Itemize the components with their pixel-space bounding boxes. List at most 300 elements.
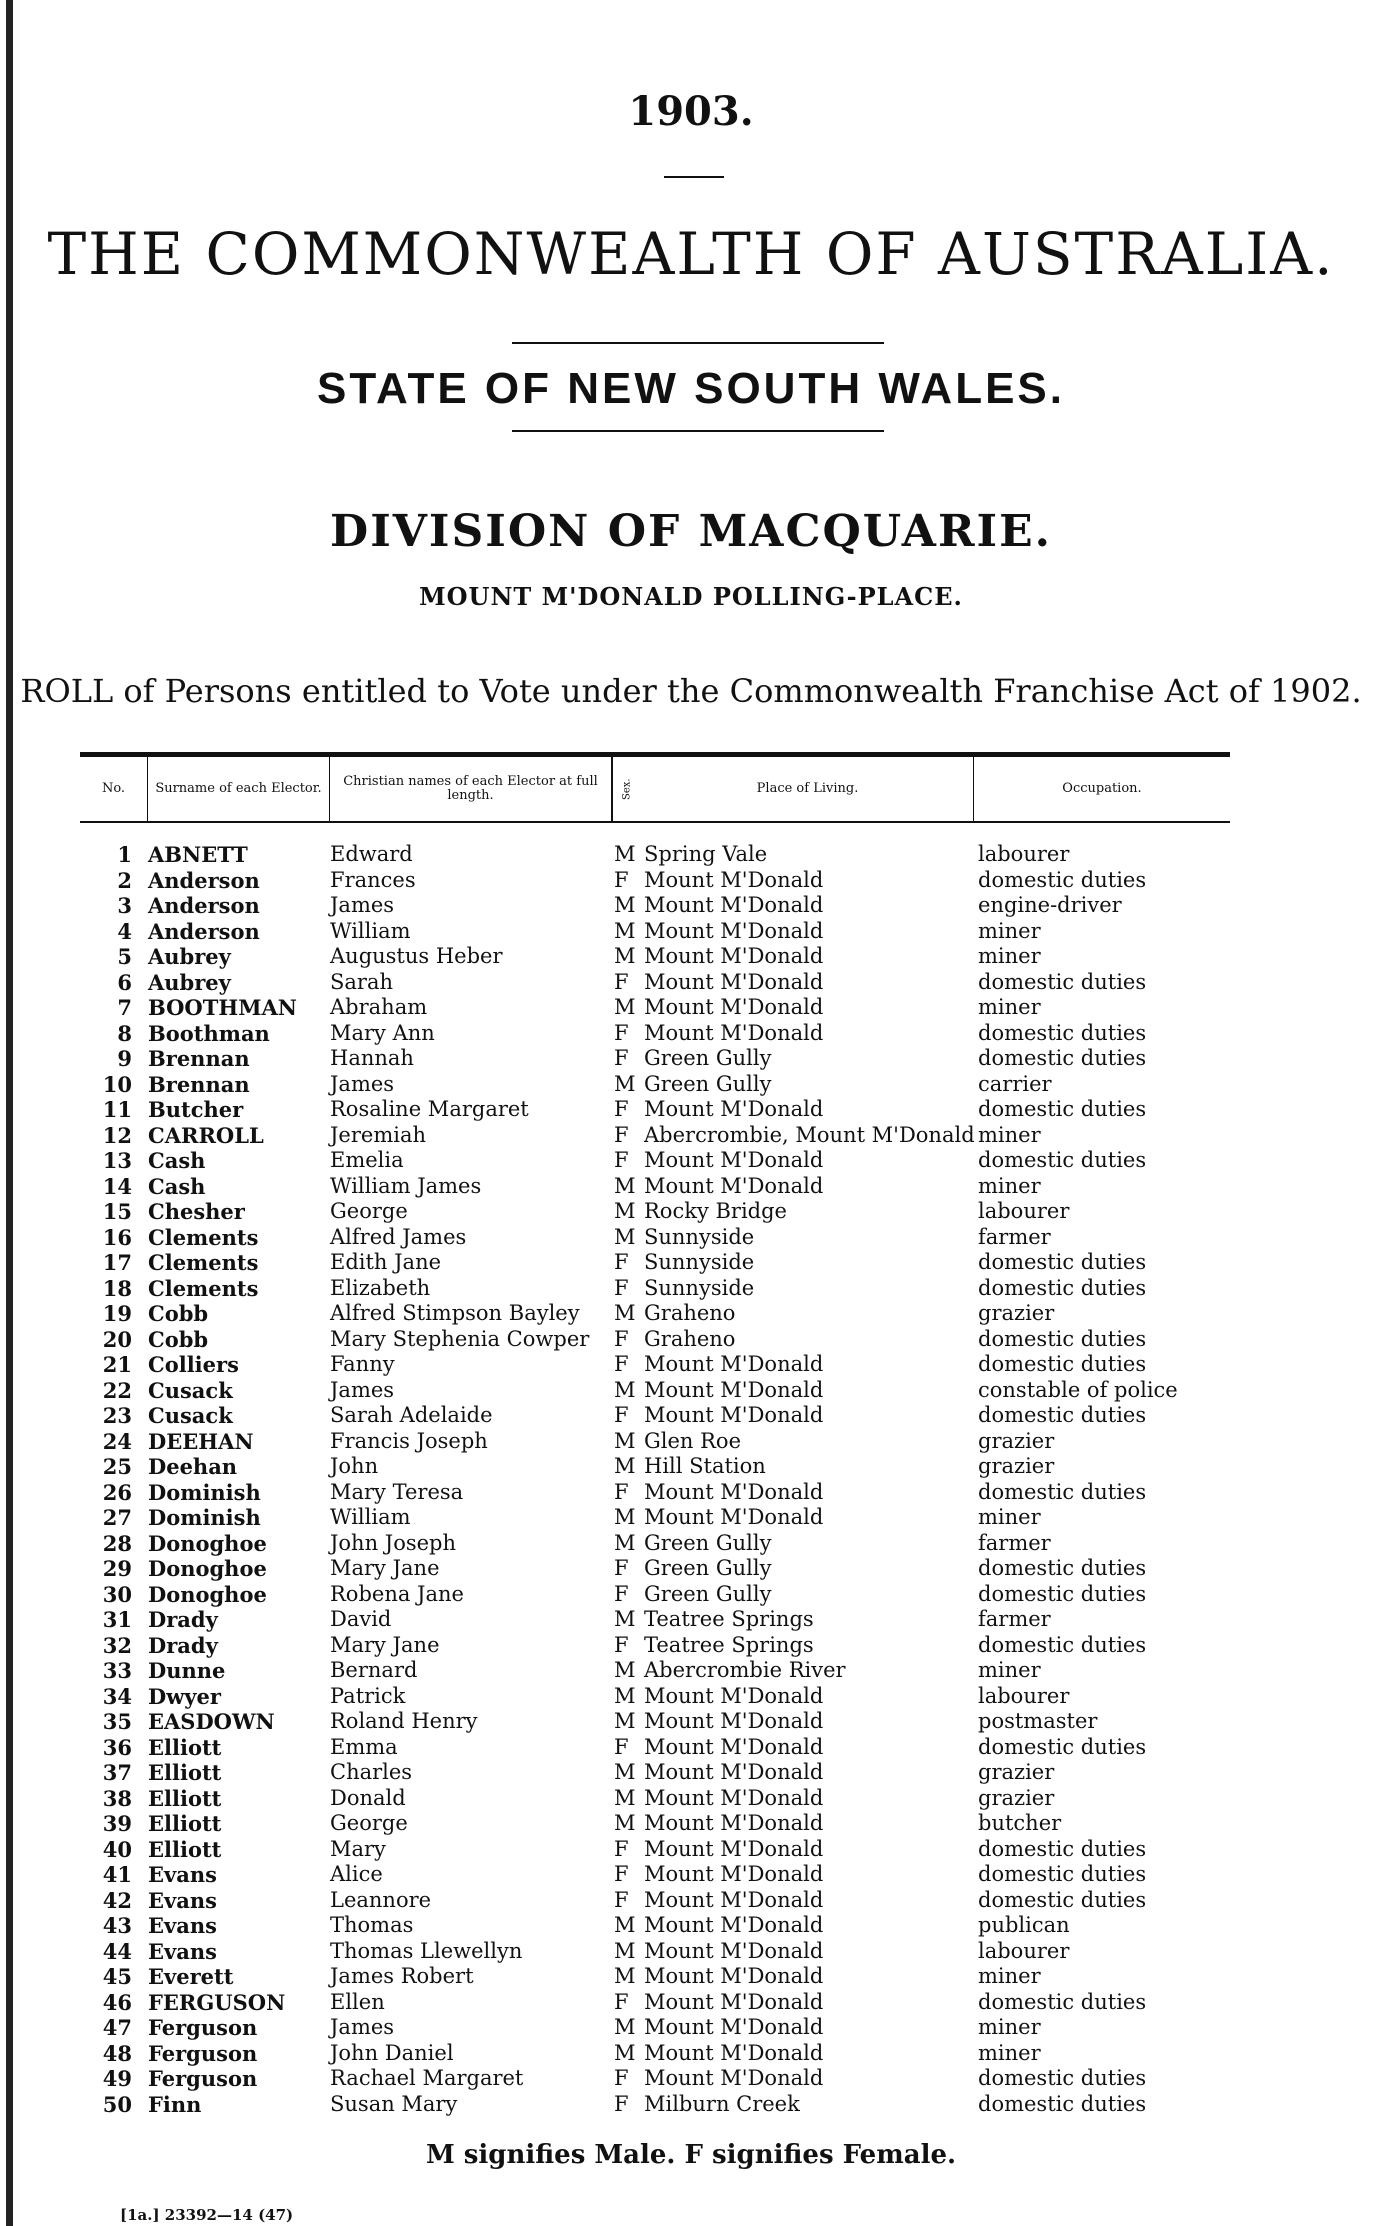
elector-surname: Cusack	[148, 1377, 233, 1403]
elector-sex: F	[614, 1989, 629, 2014]
table-row	[0, 1735, 1382, 1761]
elector-surname: Dunne	[148, 1658, 226, 1683]
elector-occupation: miner	[978, 1658, 1041, 1682]
elector-number: 10	[102, 1071, 132, 1097]
table-row	[0, 1888, 1382, 1914]
table-row	[0, 1480, 1382, 1506]
elector-christian-names: Hannah	[330, 1046, 414, 1070]
elector-surname: Elliott	[148, 1811, 222, 1836]
table-row	[0, 1633, 1382, 1659]
elector-place-of-living: Mount M'Donald	[644, 1811, 824, 1835]
elector-sex: F	[614, 2066, 629, 2090]
elector-sex: F	[614, 1403, 629, 1427]
table-row	[0, 1837, 1382, 1863]
table-row	[0, 1199, 1382, 1225]
divider-rule	[664, 176, 724, 178]
elector-surname: Colliers	[148, 1352, 239, 1377]
elector-occupation: farmer	[978, 1224, 1051, 1249]
elector-sex: M	[614, 944, 636, 968]
elector-christian-names: William	[330, 918, 411, 943]
elector-number: 6	[117, 969, 132, 995]
elector-christian-names: Emma	[330, 1734, 398, 1759]
elector-occupation: publican	[978, 1913, 1070, 1937]
table-row	[0, 1276, 1382, 1302]
elector-christian-names: Donald	[330, 1785, 406, 1810]
elector-occupation: domestic duties	[978, 1862, 1147, 1886]
elector-sex: M	[614, 1428, 636, 1453]
elector-sex: M	[614, 2015, 636, 2039]
elector-sex: F	[614, 1479, 629, 1504]
elector-number: 29	[102, 1556, 132, 1581]
elector-place-of-living: Mount M'Donald	[644, 1913, 824, 1937]
elector-surname: Evans	[148, 1887, 217, 1913]
elector-occupation: domestic duties	[978, 1989, 1147, 2014]
elector-surname: Butcher	[148, 1097, 244, 1122]
elector-number: 43	[102, 1913, 132, 1938]
elector-christian-names: Mary Jane	[330, 1556, 440, 1580]
elector-number: 46	[102, 1989, 132, 2015]
elector-sex: M	[614, 893, 636, 917]
division-heading: DIVISION OF MACQUARIE.	[330, 506, 1052, 557]
table-row	[0, 1072, 1382, 1098]
elector-number: 32	[102, 1632, 132, 1658]
elector-number: 41	[102, 1862, 132, 1887]
elector-christian-names: Alice	[330, 1862, 383, 1886]
elector-christian-names: James Robert	[330, 1964, 474, 1988]
elector-christian-names: James	[330, 893, 395, 917]
elector-surname: FERGUSON	[148, 1989, 286, 2015]
elector-surname: Drady	[148, 1632, 218, 1658]
elector-place-of-living: Mount M'Donald	[644, 1989, 824, 2014]
elector-place-of-living: Teatree Springs	[644, 1607, 814, 1631]
elector-surname: Ferguson	[148, 2015, 258, 2040]
elector-number: 18	[102, 1275, 132, 1301]
elector-number: 4	[117, 918, 132, 944]
elector-occupation: miner	[978, 2015, 1041, 2039]
elector-christian-names: James	[330, 1377, 395, 1402]
header-no: No.	[80, 757, 148, 821]
elector-occupation: miner	[978, 918, 1041, 943]
elector-surname: Evans	[148, 1913, 217, 1938]
elector-sex: F	[614, 1862, 629, 1886]
elector-surname: Brennan	[148, 1046, 250, 1071]
table-row	[0, 1327, 1382, 1353]
elector-place-of-living: Mount M'Donald	[644, 2066, 824, 2090]
elector-place-of-living: Mount M'Donald	[644, 1683, 824, 1708]
elector-number: 16	[102, 1224, 132, 1250]
table-row	[0, 1148, 1382, 1174]
elector-place-of-living: Mount M'Donald	[644, 2040, 824, 2065]
elector-place-of-living: Green Gully	[644, 1071, 772, 1096]
elector-number: 37	[102, 1760, 132, 1785]
table-row	[0, 1786, 1382, 1812]
elector-place-of-living: Mount M'Donald	[644, 1785, 824, 1810]
table-row	[0, 1556, 1382, 1582]
elector-surname: Donoghoe	[148, 1530, 267, 1556]
elector-number: 5	[117, 944, 132, 969]
table-row	[0, 1709, 1382, 1735]
elector-christian-names: Alfred Stimpson Bayley	[330, 1301, 580, 1325]
elector-place-of-living: Teatree Springs	[644, 1632, 814, 1657]
elector-number: 34	[102, 1683, 132, 1709]
table-row	[0, 1913, 1382, 1939]
elector-occupation: domestic duties	[978, 1556, 1147, 1580]
elector-number: 23	[102, 1403, 132, 1428]
elector-christian-names: Rosaline Margaret	[330, 1097, 529, 1121]
elector-number: 1	[117, 842, 132, 867]
elector-sex: M	[614, 1173, 636, 1198]
elector-number: 42	[102, 1887, 132, 1913]
elector-number: 11	[102, 1097, 132, 1122]
elector-christian-names: James	[330, 1071, 395, 1096]
elector-surname: Clements	[148, 1275, 259, 1301]
elector-place-of-living: Hill Station	[644, 1454, 766, 1478]
elector-surname: Cobb	[148, 1326, 209, 1352]
elector-christian-names: George	[330, 1199, 408, 1223]
elector-number: 48	[102, 2040, 132, 2066]
elector-surname: DEEHAN	[148, 1428, 254, 1454]
elector-christian-names: William	[330, 1505, 411, 1529]
elector-christian-names: Edward	[330, 842, 413, 866]
elector-occupation: labourer	[978, 842, 1070, 866]
elector-occupation: butcher	[978, 1811, 1062, 1835]
elector-christian-names: Sarah	[330, 969, 393, 994]
header-christian-names: Christian names of each Elector at full length.	[330, 757, 612, 821]
elector-place-of-living: Graheno	[644, 1326, 736, 1351]
elector-place-of-living: Graheno	[644, 1301, 736, 1325]
table-row	[0, 1607, 1382, 1633]
header-surname: Surname of each Elector.	[148, 757, 330, 821]
elector-christian-names: Robena Jane	[330, 1581, 464, 1606]
elector-place-of-living: Mount M'Donald	[644, 918, 824, 943]
state-heading: STATE OF NEW SOUTH WALES.	[316, 364, 1066, 413]
table-row	[0, 1531, 1382, 1557]
elector-sex: F	[614, 1250, 629, 1274]
table-row	[0, 1964, 1382, 1990]
elector-surname: Dominish	[148, 1505, 261, 1530]
elector-sex: F	[614, 1734, 629, 1759]
elector-number: 33	[102, 1658, 132, 1683]
elector-number: 27	[102, 1505, 132, 1530]
elector-surname: Cash	[148, 1173, 206, 1199]
elector-surname: Dominish	[148, 1479, 261, 1505]
elector-occupation: domestic duties	[978, 867, 1147, 892]
elector-occupation: domestic duties	[978, 1403, 1147, 1427]
elector-occupation: domestic duties	[978, 1352, 1147, 1376]
elector-place-of-living: Green Gully	[644, 1046, 772, 1070]
table-row	[0, 1021, 1382, 1047]
elector-number: 17	[102, 1250, 132, 1275]
elector-place-of-living: Mount M'Donald	[644, 995, 824, 1019]
elector-occupation: domestic duties	[978, 1836, 1147, 1861]
elector-christian-names: Patrick	[330, 1683, 406, 1708]
elector-occupation: carrier	[978, 1071, 1052, 1096]
elector-place-of-living: Mount M'Donald	[644, 1709, 824, 1733]
elector-christian-names: John Joseph	[330, 1530, 457, 1555]
elector-sex: M	[614, 1607, 636, 1631]
elector-number: 40	[102, 1836, 132, 1862]
elector-christian-names: Thomas	[330, 1913, 414, 1937]
table-row	[0, 1378, 1382, 1404]
elector-sex: M	[614, 1760, 636, 1784]
table-row	[0, 1990, 1382, 2016]
elector-sex: M	[614, 1785, 636, 1810]
elector-number: 30	[102, 1581, 132, 1607]
elector-sex: M	[614, 1938, 636, 1963]
table-row	[0, 1684, 1382, 1710]
elector-christian-names: Emelia	[330, 1148, 404, 1172]
table-row	[0, 1454, 1382, 1480]
table-row	[0, 1046, 1382, 1072]
elector-sex: F	[614, 1352, 629, 1376]
elector-christian-names: Mary Jane	[330, 1632, 440, 1657]
elector-place-of-living: Spring Vale	[644, 842, 768, 866]
elector-surname: Ferguson	[148, 2040, 258, 2066]
table-row	[0, 1352, 1382, 1378]
divider-rule	[512, 342, 884, 344]
elector-sex: F	[614, 1632, 629, 1657]
table-row	[0, 2015, 1382, 2041]
elector-number: 8	[117, 1020, 132, 1046]
elector-place-of-living: Sunnyside	[644, 1275, 755, 1300]
elector-surname: Elliott	[148, 1785, 222, 1811]
elector-surname: ABNETT	[148, 842, 248, 867]
elector-place-of-living: Mount M'Donald	[644, 1352, 824, 1376]
elector-occupation: miner	[978, 2040, 1041, 2065]
elector-occupation: miner	[978, 1964, 1041, 1988]
elector-occupation: grazier	[978, 1760, 1055, 1784]
elector-place-of-living: Mount M'Donald	[644, 1173, 824, 1198]
elector-christian-names: John	[330, 1454, 379, 1478]
elector-occupation: domestic duties	[978, 2091, 1147, 2116]
elector-occupation: farmer	[978, 1530, 1051, 1555]
elector-sex: M	[614, 1071, 636, 1096]
elector-sex: M	[614, 1301, 636, 1325]
elector-occupation: grazier	[978, 1301, 1055, 1325]
elector-place-of-living: Mount M'Donald	[644, 944, 824, 968]
elector-place-of-living: Mount M'Donald	[644, 1377, 824, 1402]
elector-sex: M	[614, 1454, 636, 1478]
table-row	[0, 1939, 1382, 1965]
elector-place-of-living: Mount M'Donald	[644, 1734, 824, 1759]
elector-christian-names: George	[330, 1811, 408, 1835]
elector-surname: EASDOWN	[148, 1709, 275, 1734]
elector-occupation: domestic duties	[978, 1275, 1147, 1300]
elector-occupation: domestic duties	[978, 1632, 1147, 1657]
elector-christian-names: Charles	[330, 1760, 413, 1784]
table-row	[0, 1429, 1382, 1455]
elector-place-of-living: Mount M'Donald	[644, 1862, 824, 1886]
table-row	[0, 1097, 1382, 1123]
elector-sex: M	[614, 842, 636, 866]
elector-place-of-living: Abercrombie River	[644, 1658, 846, 1682]
elector-place-of-living: Rocky Bridge	[644, 1199, 787, 1223]
elector-number: 50	[102, 2091, 132, 2117]
elector-occupation: labourer	[978, 1683, 1070, 1708]
elector-place-of-living: Mount M'Donald	[644, 867, 824, 892]
roll-year: 1903.	[628, 88, 754, 135]
elector-surname: Chesher	[148, 1199, 245, 1224]
elector-place-of-living: Mount M'Donald	[644, 1836, 824, 1861]
elector-occupation: grazier	[978, 1785, 1055, 1810]
table-row	[0, 1123, 1382, 1149]
elector-number: 28	[102, 1530, 132, 1556]
elector-number: 13	[102, 1148, 132, 1173]
elector-occupation: miner	[978, 1505, 1041, 1529]
table-row	[0, 1225, 1382, 1251]
elector-sex: M	[614, 1530, 636, 1555]
elector-christian-names: Rachael Margaret	[330, 2066, 524, 2090]
elector-christian-names: Mary	[330, 1836, 386, 1861]
elector-number: 35	[102, 1709, 132, 1734]
elector-surname: Ferguson	[148, 2066, 258, 2091]
header-place-of-living: Place of Living.	[642, 757, 974, 821]
elector-sex: M	[614, 918, 636, 943]
elector-number: 2	[117, 867, 132, 893]
table-row	[0, 970, 1382, 996]
elector-occupation: domestic duties	[978, 1734, 1147, 1759]
elector-christian-names: Edith Jane	[330, 1250, 442, 1274]
elector-christian-names: James	[330, 2015, 395, 2039]
elector-sex: F	[614, 867, 629, 892]
elector-sex: F	[614, 1887, 629, 1912]
elector-surname: Cash	[148, 1148, 206, 1173]
elector-number: 45	[102, 1964, 132, 1989]
elector-place-of-living: Green Gully	[644, 1556, 772, 1580]
elector-place-of-living: Mount M'Donald	[644, 1148, 824, 1172]
elector-occupation: engine-driver	[978, 893, 1122, 917]
elector-christian-names: Mary Ann	[330, 1020, 435, 1045]
elector-place-of-living: Mount M'Donald	[644, 1887, 824, 1912]
table-row	[0, 1862, 1382, 1888]
elector-number: 7	[117, 995, 132, 1020]
elector-number: 39	[102, 1811, 132, 1836]
elector-surname: Elliott	[148, 1836, 222, 1862]
elector-number: 47	[102, 2015, 132, 2040]
elector-place-of-living: Mount M'Donald	[644, 1020, 824, 1045]
elector-surname: Boothman	[148, 1020, 270, 1046]
elector-sex: M	[614, 1199, 636, 1223]
printer-reference: [1a.] 23392—14 (47)	[120, 2206, 294, 2224]
elector-christian-names: Augustus Heber	[330, 944, 503, 968]
elector-surname: BOOTHMAN	[148, 995, 297, 1020]
elector-number: 26	[102, 1479, 132, 1505]
elector-sex: F	[614, 1097, 629, 1121]
elector-occupation: miner	[978, 995, 1041, 1019]
commonwealth-heading: THE COMMONWEALTH OF AUSTRALIA.	[47, 220, 1335, 288]
elector-christian-names: Francis Joseph	[330, 1428, 488, 1453]
table-row	[0, 1760, 1382, 1786]
elector-occupation: constable of police	[978, 1377, 1178, 1402]
elector-sex: M	[614, 1964, 636, 1988]
elector-place-of-living: Sunnyside	[644, 1224, 755, 1249]
elector-surname: Brennan	[148, 1071, 250, 1097]
elector-occupation: domestic duties	[978, 1097, 1147, 1121]
elector-sex: F	[614, 1326, 629, 1351]
elector-place-of-living: Sunnyside	[644, 1250, 755, 1274]
elector-sex: F	[614, 1122, 629, 1147]
elector-place-of-living: Mount M'Donald	[644, 969, 824, 994]
elector-christian-names: William James	[330, 1173, 482, 1198]
elector-number: 36	[102, 1734, 132, 1760]
elector-surname: Donoghoe	[148, 1581, 267, 1607]
table-row	[0, 893, 1382, 919]
elector-sex: M	[614, 1709, 636, 1733]
elector-surname: Evans	[148, 1938, 217, 1964]
elector-christian-names: Abraham	[330, 995, 428, 1019]
elector-surname: Anderson	[148, 867, 260, 893]
table-row	[0, 868, 1382, 894]
elector-surname: CARROLL	[148, 1122, 264, 1148]
elector-sex: F	[614, 1046, 629, 1070]
elector-christian-names: Ellen	[330, 1989, 385, 2014]
elector-surname: Dwyer	[148, 1683, 221, 1709]
elector-surname: Evans	[148, 1862, 217, 1887]
elector-occupation: grazier	[978, 1428, 1055, 1453]
elector-christian-names: Fanny	[330, 1352, 395, 1376]
elector-christian-names: Susan Mary	[330, 2091, 458, 2116]
elector-occupation: domestic duties	[978, 1479, 1147, 1504]
elector-surname: Anderson	[148, 893, 260, 918]
elector-sex: F	[614, 1556, 629, 1580]
elector-sex: F	[614, 969, 629, 994]
elector-sex: M	[614, 995, 636, 1019]
elector-christian-names: John Daniel	[330, 2040, 454, 2065]
polling-place-heading: MOUNT M'DONALD POLLING-PLACE.	[419, 582, 963, 611]
sex-legend: M signifies Male. F signifies Female.	[425, 2140, 957, 2170]
table-row	[0, 1403, 1382, 1429]
elector-sex: M	[614, 1658, 636, 1682]
elector-christian-names: Elizabeth	[330, 1275, 431, 1300]
elector-place-of-living: Mount M'Donald	[644, 893, 824, 917]
elector-surname: Elliott	[148, 1760, 222, 1785]
elector-place-of-living: Mount M'Donald	[644, 1403, 824, 1427]
elector-number: 14	[102, 1173, 132, 1199]
elector-occupation: grazier	[978, 1454, 1055, 1478]
table-row	[0, 2066, 1382, 2092]
elector-number: 49	[102, 2066, 132, 2091]
elector-place-of-living: Mount M'Donald	[644, 1760, 824, 1784]
elector-surname: Clements	[148, 1224, 259, 1250]
elector-number: 15	[102, 1199, 132, 1224]
elector-sex: M	[614, 1811, 636, 1835]
elector-place-of-living: Mount M'Donald	[644, 1964, 824, 1988]
elector-surname: Aubrey	[148, 969, 231, 995]
table-row	[0, 2092, 1382, 2118]
elector-sex: F	[614, 1275, 629, 1300]
elector-sex: F	[614, 2091, 629, 2116]
elector-occupation: labourer	[978, 1938, 1070, 1963]
elector-christian-names: Mary Stephenia Cowper	[330, 1326, 590, 1351]
elector-number: 3	[117, 893, 132, 918]
table-row	[0, 944, 1382, 970]
elector-christian-names: David	[330, 1607, 392, 1631]
elector-occupation: miner	[978, 944, 1041, 968]
elector-surname: Clements	[148, 1250, 259, 1275]
elector-christian-names: Thomas Llewellyn	[330, 1938, 523, 1963]
elector-place-of-living: Mount M'Donald	[644, 1938, 824, 1963]
elector-place-of-living: Milburn Creek	[644, 2091, 800, 2116]
elector-sex: F	[614, 1020, 629, 1045]
elector-number: 38	[102, 1785, 132, 1811]
elector-place-of-living: Glen Roe	[644, 1428, 742, 1453]
elector-occupation: domestic duties	[978, 1148, 1147, 1172]
elector-sex: F	[614, 1581, 629, 1606]
elector-christian-names: Alfred James	[330, 1224, 467, 1249]
elector-number: 24	[102, 1428, 132, 1454]
header-sex: Sex.	[612, 757, 642, 821]
elector-occupation: miner	[978, 1173, 1041, 1198]
